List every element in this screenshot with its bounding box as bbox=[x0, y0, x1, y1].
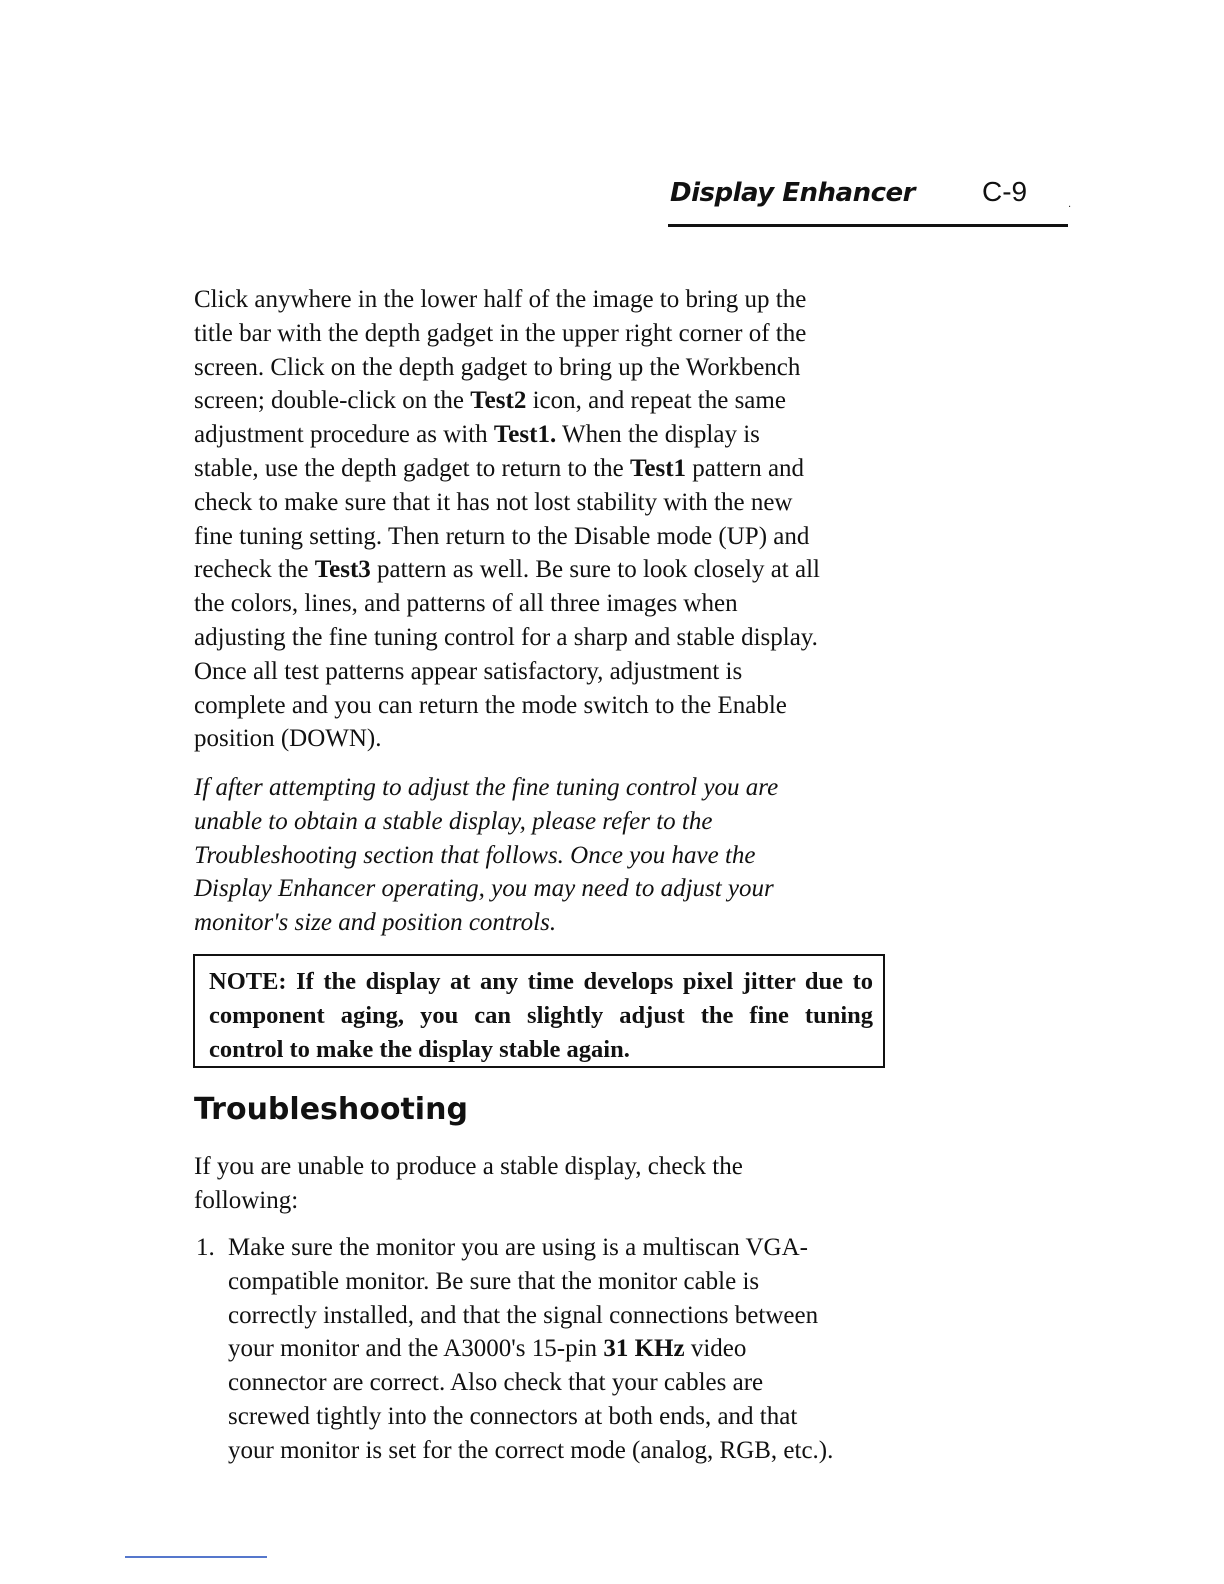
text-line: your monitor and the A3000's 15-pin 31 KHz video bbox=[228, 1335, 747, 1363]
note-line: control to make the display stable again. bbox=[209, 1036, 630, 1063]
note-box bbox=[193, 954, 885, 1068]
text-line: the colors, lines, and patterns of all three images when bbox=[194, 590, 738, 618]
paragraph-troubleshooting-intro bbox=[194, 1150, 894, 1218]
text-line: Make sure the monitor you are using is a multiscan VGA- bbox=[228, 1234, 808, 1261]
paragraph-adjustment bbox=[194, 283, 894, 756]
text-line: stable, use the depth gadget to return to the Test1 pattern and bbox=[194, 454, 805, 482]
header-title: Display Enhancer bbox=[670, 178, 915, 208]
section-heading-troubleshooting: Troubleshooting bbox=[194, 1092, 468, 1127]
text-line: complete and you can return the mode switch to the Enable bbox=[194, 691, 787, 719]
scan-speck-icon: ‧ bbox=[1068, 202, 1072, 213]
page-number: C-9 bbox=[982, 176, 1028, 207]
text-line: connector are correct. Also check that your cables are bbox=[228, 1369, 764, 1397]
note-line: NOTE: If the display at any time develops pixel jitter due to bbox=[209, 968, 873, 995]
text-line: adjusting the fine tuning control for a sharp and stable display. bbox=[194, 623, 818, 651]
footer-rule bbox=[125, 1556, 267, 1558]
text-line: your monitor is set for the correct mode (analog, RGB, etc.). bbox=[228, 1436, 834, 1464]
text-line: monitor's size and position controls. bbox=[194, 909, 557, 937]
text-line: title bar with the depth gadget in the upper right corner of the bbox=[194, 319, 807, 347]
text-line: correctly installed, and that the signal connections between bbox=[228, 1301, 819, 1329]
note-text bbox=[209, 965, 873, 1067]
list-item-number: 1. bbox=[196, 1234, 215, 1261]
text-line: unable to obtain a stable display, please refer to the bbox=[194, 807, 713, 835]
bold-term: Test1. bbox=[493, 421, 557, 449]
text-line: Once all test patterns appear satisfactory, adjustment is bbox=[194, 657, 743, 685]
bold-term: Test2 bbox=[470, 387, 527, 415]
text-line: compatible monitor. Be sure that the monitor cable is bbox=[228, 1267, 760, 1295]
text-line: screen. Click on the depth gadget to bring up the Workbench bbox=[194, 353, 801, 381]
text-line: position (DOWN). bbox=[194, 725, 382, 753]
text-line: screen; double-click on the Test2 icon, and repeat the same bbox=[194, 387, 786, 415]
bold-term: Test3 bbox=[314, 556, 371, 584]
text-line: fine tuning setting. Then return to the Disable mode (UP) and bbox=[194, 522, 810, 550]
bold-term: Test1 bbox=[630, 454, 687, 482]
paragraph-italic-advice bbox=[194, 771, 894, 940]
text-line: recheck the Test3 pattern as well. Be sure to look closely at all bbox=[194, 556, 820, 584]
page-header bbox=[668, 174, 1068, 227]
note-line: component aging, you can slightly adjust the fine tuning bbox=[209, 1002, 873, 1029]
text-line: Display Enhancer operating, you may need to adjust your bbox=[194, 875, 774, 903]
text-line: If after attempting to adjust the fine tuning control you are bbox=[194, 774, 779, 801]
list-item-body bbox=[228, 1231, 833, 1468]
text-line: If you are unable to produce a stable display, check the bbox=[194, 1153, 743, 1180]
text-line: check to make sure that it has not lost stability with the new bbox=[194, 488, 793, 516]
text-line: screwed tightly into the connectors at both ends, and that bbox=[228, 1402, 798, 1430]
text-line: following: bbox=[194, 1186, 299, 1214]
bold-term: 31 KHz bbox=[603, 1335, 685, 1363]
text-line: Click anywhere in the lower half of the image to bring up the bbox=[194, 286, 807, 313]
text-line: Troubleshooting section that follows. Once you have the bbox=[194, 841, 756, 869]
text-line: adjustment procedure as with Test1. When the display is bbox=[194, 421, 760, 449]
